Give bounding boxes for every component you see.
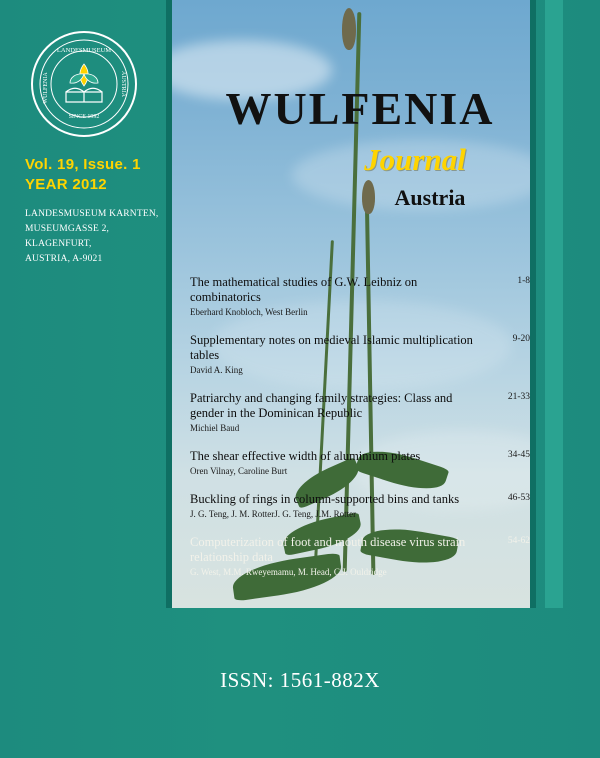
toc-entry-title: Supplementary notes on medieval Islamic multiplication tables xyxy=(190,333,473,362)
toc-entry-title: The shear effective width of aluminium plates xyxy=(190,449,421,463)
logo-text-since: SINCE 1992 xyxy=(68,114,100,120)
photo-frame-right xyxy=(530,0,536,608)
toc-entry[interactable] xyxy=(190,391,530,435)
photo-frame-left xyxy=(166,0,172,608)
plant-seedhead xyxy=(342,8,356,50)
toc-entry-authors: Michiel Baud xyxy=(190,423,240,433)
journal-subtitle: Journal xyxy=(364,142,466,177)
toc-entry-pages: 46-53 xyxy=(507,493,530,503)
address-line-1: LANDESMUSEUM KARNTEN, xyxy=(25,209,159,219)
address-line-4: AUSTRIA, A-9021 xyxy=(25,254,103,264)
logo-text-top: LANDESMUSEUM xyxy=(56,47,112,54)
toc-entry-authors: G. West, M.M. Rweyemamu, M. Head, C.J. Ouldridge xyxy=(190,567,387,577)
toc-entry[interactable] xyxy=(190,333,530,377)
journal-title: WULFENIA xyxy=(225,83,495,134)
toc-entry-title: Computerization of foot and mouth disease virus strain relationship data xyxy=(190,535,466,564)
volume-year: YEAR 2012 xyxy=(25,176,107,193)
address-line-3: KLAGENFURT, xyxy=(25,239,92,249)
cover-left-column xyxy=(0,0,172,758)
volume-block xyxy=(25,155,141,195)
toc-entry-title: Patriarchy and changing family strategies: Class and gender in the Dominican Republic xyxy=(190,391,453,420)
journal-country: Austria xyxy=(394,185,466,210)
publisher-address xyxy=(25,207,159,267)
landesmuseum-logo xyxy=(30,30,138,138)
toc-entry-title: Buckling of rings in column-supported bins and tanks xyxy=(190,492,460,506)
toc-entry[interactable] xyxy=(190,449,530,478)
toc-entry-pages: 9-20 xyxy=(512,334,530,344)
toc-entry-authors: J. G. Teng, J. M. RotterJ. G. Teng, J.M. Rotter xyxy=(190,509,357,519)
toc-entry-pages: 1-8 xyxy=(517,276,530,286)
toc-entry[interactable] xyxy=(190,535,530,579)
toc-entry-pages: 54-62 xyxy=(507,536,530,546)
toc-entry-pages: 21-33 xyxy=(507,392,530,402)
logo-text-left: WULFENIA xyxy=(43,72,49,104)
volume-issue: Vol. 19, Issue. 1 xyxy=(25,156,141,173)
table-of-contents xyxy=(190,275,530,593)
toc-entry[interactable] xyxy=(190,492,530,521)
address-line-2: MUSEUMGASSE 2, xyxy=(25,224,110,234)
toc-entry[interactable] xyxy=(190,275,530,319)
logo-text-right: AUSTRIA xyxy=(120,70,126,98)
toc-entry-authors: Eberhard Knobloch, West Berlin xyxy=(190,307,308,317)
toc-entry-authors: David A. King xyxy=(190,365,243,375)
issn-label: ISSN: 1561-882X xyxy=(220,668,380,692)
cover-side-strip xyxy=(545,0,563,608)
toc-entry-pages: 34-45 xyxy=(507,450,530,460)
toc-entry-title: The mathematical studies of G.W. Leibniz on combinatorics xyxy=(190,275,418,304)
toc-entry-authors: Oren Vilnay, Caroline Burt xyxy=(190,466,288,476)
